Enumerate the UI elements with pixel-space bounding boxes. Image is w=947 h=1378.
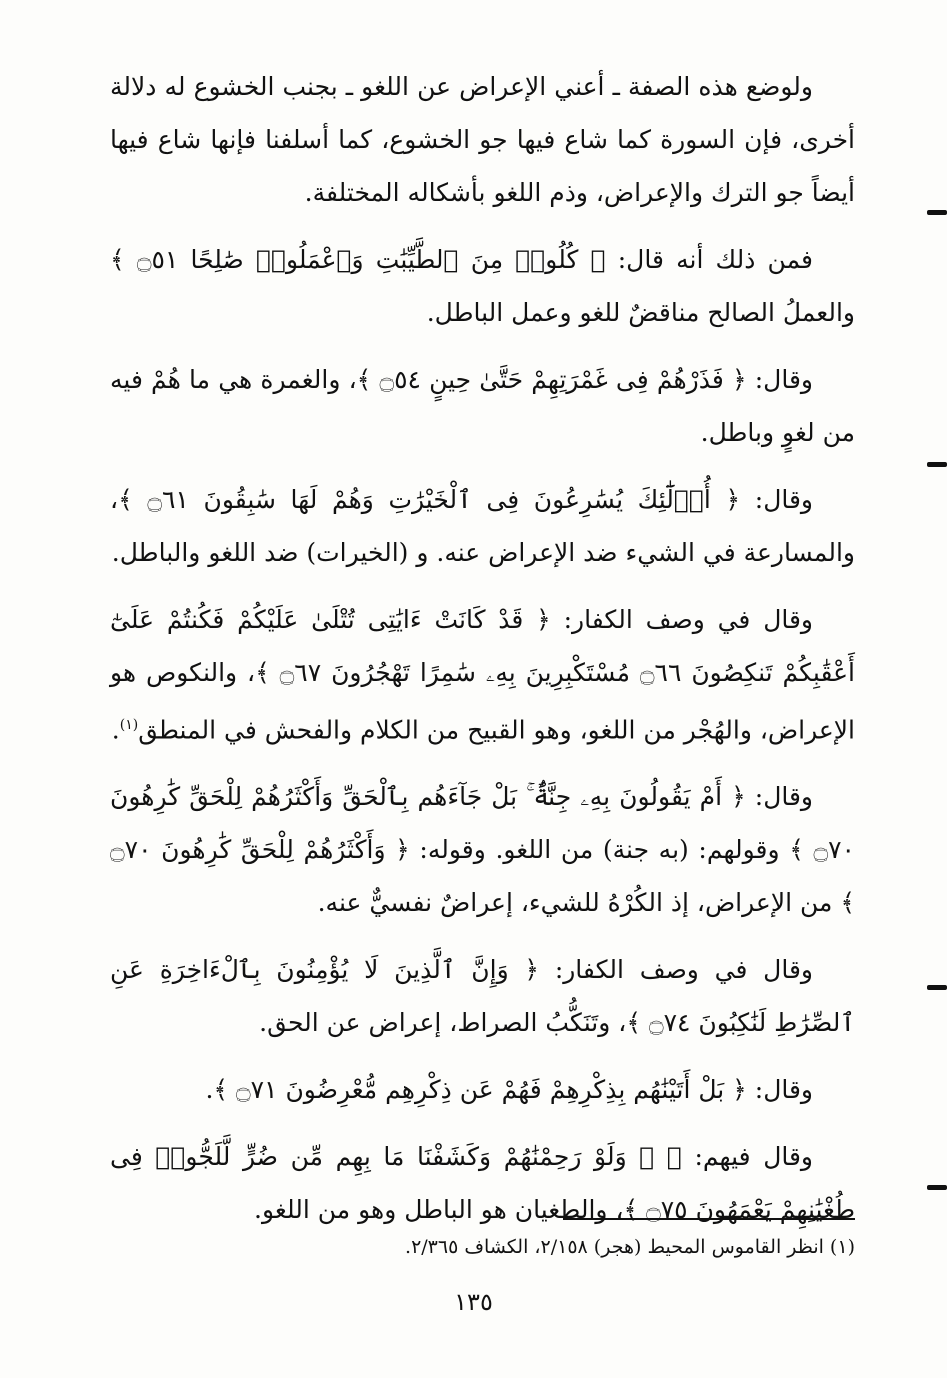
edge-mark bbox=[927, 210, 947, 215]
paragraph-8: وقال: ﴿ بَلْ أَتَيْنَٰهُم بِذِكْرِهِمْ فَهُمْ عَن ذِكْرِهِم مُّعْرِضُونَ ۝٧١ ﴾. bbox=[205, 1075, 813, 1105]
paragraph-1: ولوضع هذه الصفة ـ أعني الإعراض عن اللغو ـ بجنب الخشوع له دلالة أخرى، فإن السورة كما شاع فيها جو الخشوع، كما أسلفنا فإنها شاع فيها أيضاً جو الترك والإعراض، وذم اللغو بأشكاله المختلفة. bbox=[110, 72, 855, 207]
page-body bbox=[110, 60, 855, 1250]
paragraph-9: وقال فيهم: ﴿ ۞ وَلَوْ رَحِمْنَٰهُمْ وَكَشَفْنَا مَا بِهِم مِّن ضُرٍّ لَّلَجُّوا۟ فِى طُغْيَٰنِهِمْ يَعْمَهُونَ ۝٧٥ ﴾، والطغيان هو الباطل وهو من اللغو. bbox=[110, 1142, 855, 1225]
paragraph-5-text: وقال في وصف الكفار: ﴿ قَدْ كَانَتْ ءَايَٰتِى تُتْلَىٰ عَلَيْكُمْ فَكُنتُمْ عَلَىٰٓ أَعْقَٰبِكُمْ تَنكِصُونَ ۝٦٦ مُسْتَكْبِرِينَ بِهِۦ سَٰمِرًا تَهْجُرُونَ ۝٦٧ ﴾، والنكوص هو الإعراض، والهُجْر من اللغو، وهو القبيح من الكلام والفحش في المنطق bbox=[110, 605, 855, 745]
paragraph-4: وقال: ﴿ أُو۟لَٰٓئِكَ يُسَٰرِعُونَ فِى ٱلْخَيْرَٰتِ وَهُمْ لَهَا سَٰبِقُونَ ۝٦١ ﴾، والمسارعة في الشيء ضد الإعراض عنه. و (الخيرات) ضد اللغو والباطل. bbox=[110, 485, 855, 567]
paragraph-5-tail: . bbox=[111, 715, 120, 745]
edge-mark bbox=[927, 1185, 947, 1190]
footnote-divider bbox=[563, 1218, 855, 1220]
paragraph-3: وقال: ﴿ فَذَرْهُمْ فِى غَمْرَتِهِمْ حَتَّىٰ حِينٍ ۝٥٤ ﴾، والغمرة هي ما هُمْ فيه من لغوٍ وباطل. bbox=[110, 365, 855, 447]
paragraph-6: وقال: ﴿ أَمْ يَقُولُونَ بِهِۦ جِنَّةٌۢ ۚ بَلْ جَآءَهُم بِٱلْحَقِّ وَأَكْثَرُهُمْ لِلْحَقِّ كَٰرِهُونَ ۝٧٠ ﴾ وقولهم: (به جنة) من اللغو. وقوله: ﴿ وَأَكْثَرُهُمْ لِلْحَقِّ كَٰرِهُونَ ۝٧٠ ﴾ من الإعراض، إذ الكُرْهُ للشيء، إعراضٌ نفسيٌّ عنه. bbox=[110, 782, 855, 918]
paragraph-5 bbox=[110, 593, 855, 756]
paragraph-2: فمن ذلك أنه قال: ﴿ كُلُوا۟ مِنَ ٱلطَّيِّبَٰتِ وَٱعْمَلُوا۟ صَٰلِحًا ۝٥١ ﴾ والعملُ الصالح مناقضٌ للغو وعمل الباطل. bbox=[110, 245, 855, 327]
footnote: (١) انظر القاموس المحيط (هجر) ٢/١٥٨، الكشاف ٢/٣٦٥. bbox=[405, 1236, 855, 1258]
footnote-reference[interactable]: (١) bbox=[119, 717, 139, 733]
paragraph-7: وقال في وصف الكفار: ﴿ وَإِنَّ ٱلَّذِينَ لَا يُؤْمِنُونَ بِٱلْءَاخِرَةِ عَنِ ٱلصِّرَٰطِ لَنَٰكِبُونَ ۝٧٤ ﴾، وتَنَكُّبُ الصراط، إعراض عن الحق. bbox=[110, 955, 855, 1038]
page-number: ١٣٥ bbox=[454, 1288, 493, 1316]
edge-mark bbox=[927, 462, 947, 467]
edge-mark bbox=[927, 985, 947, 990]
